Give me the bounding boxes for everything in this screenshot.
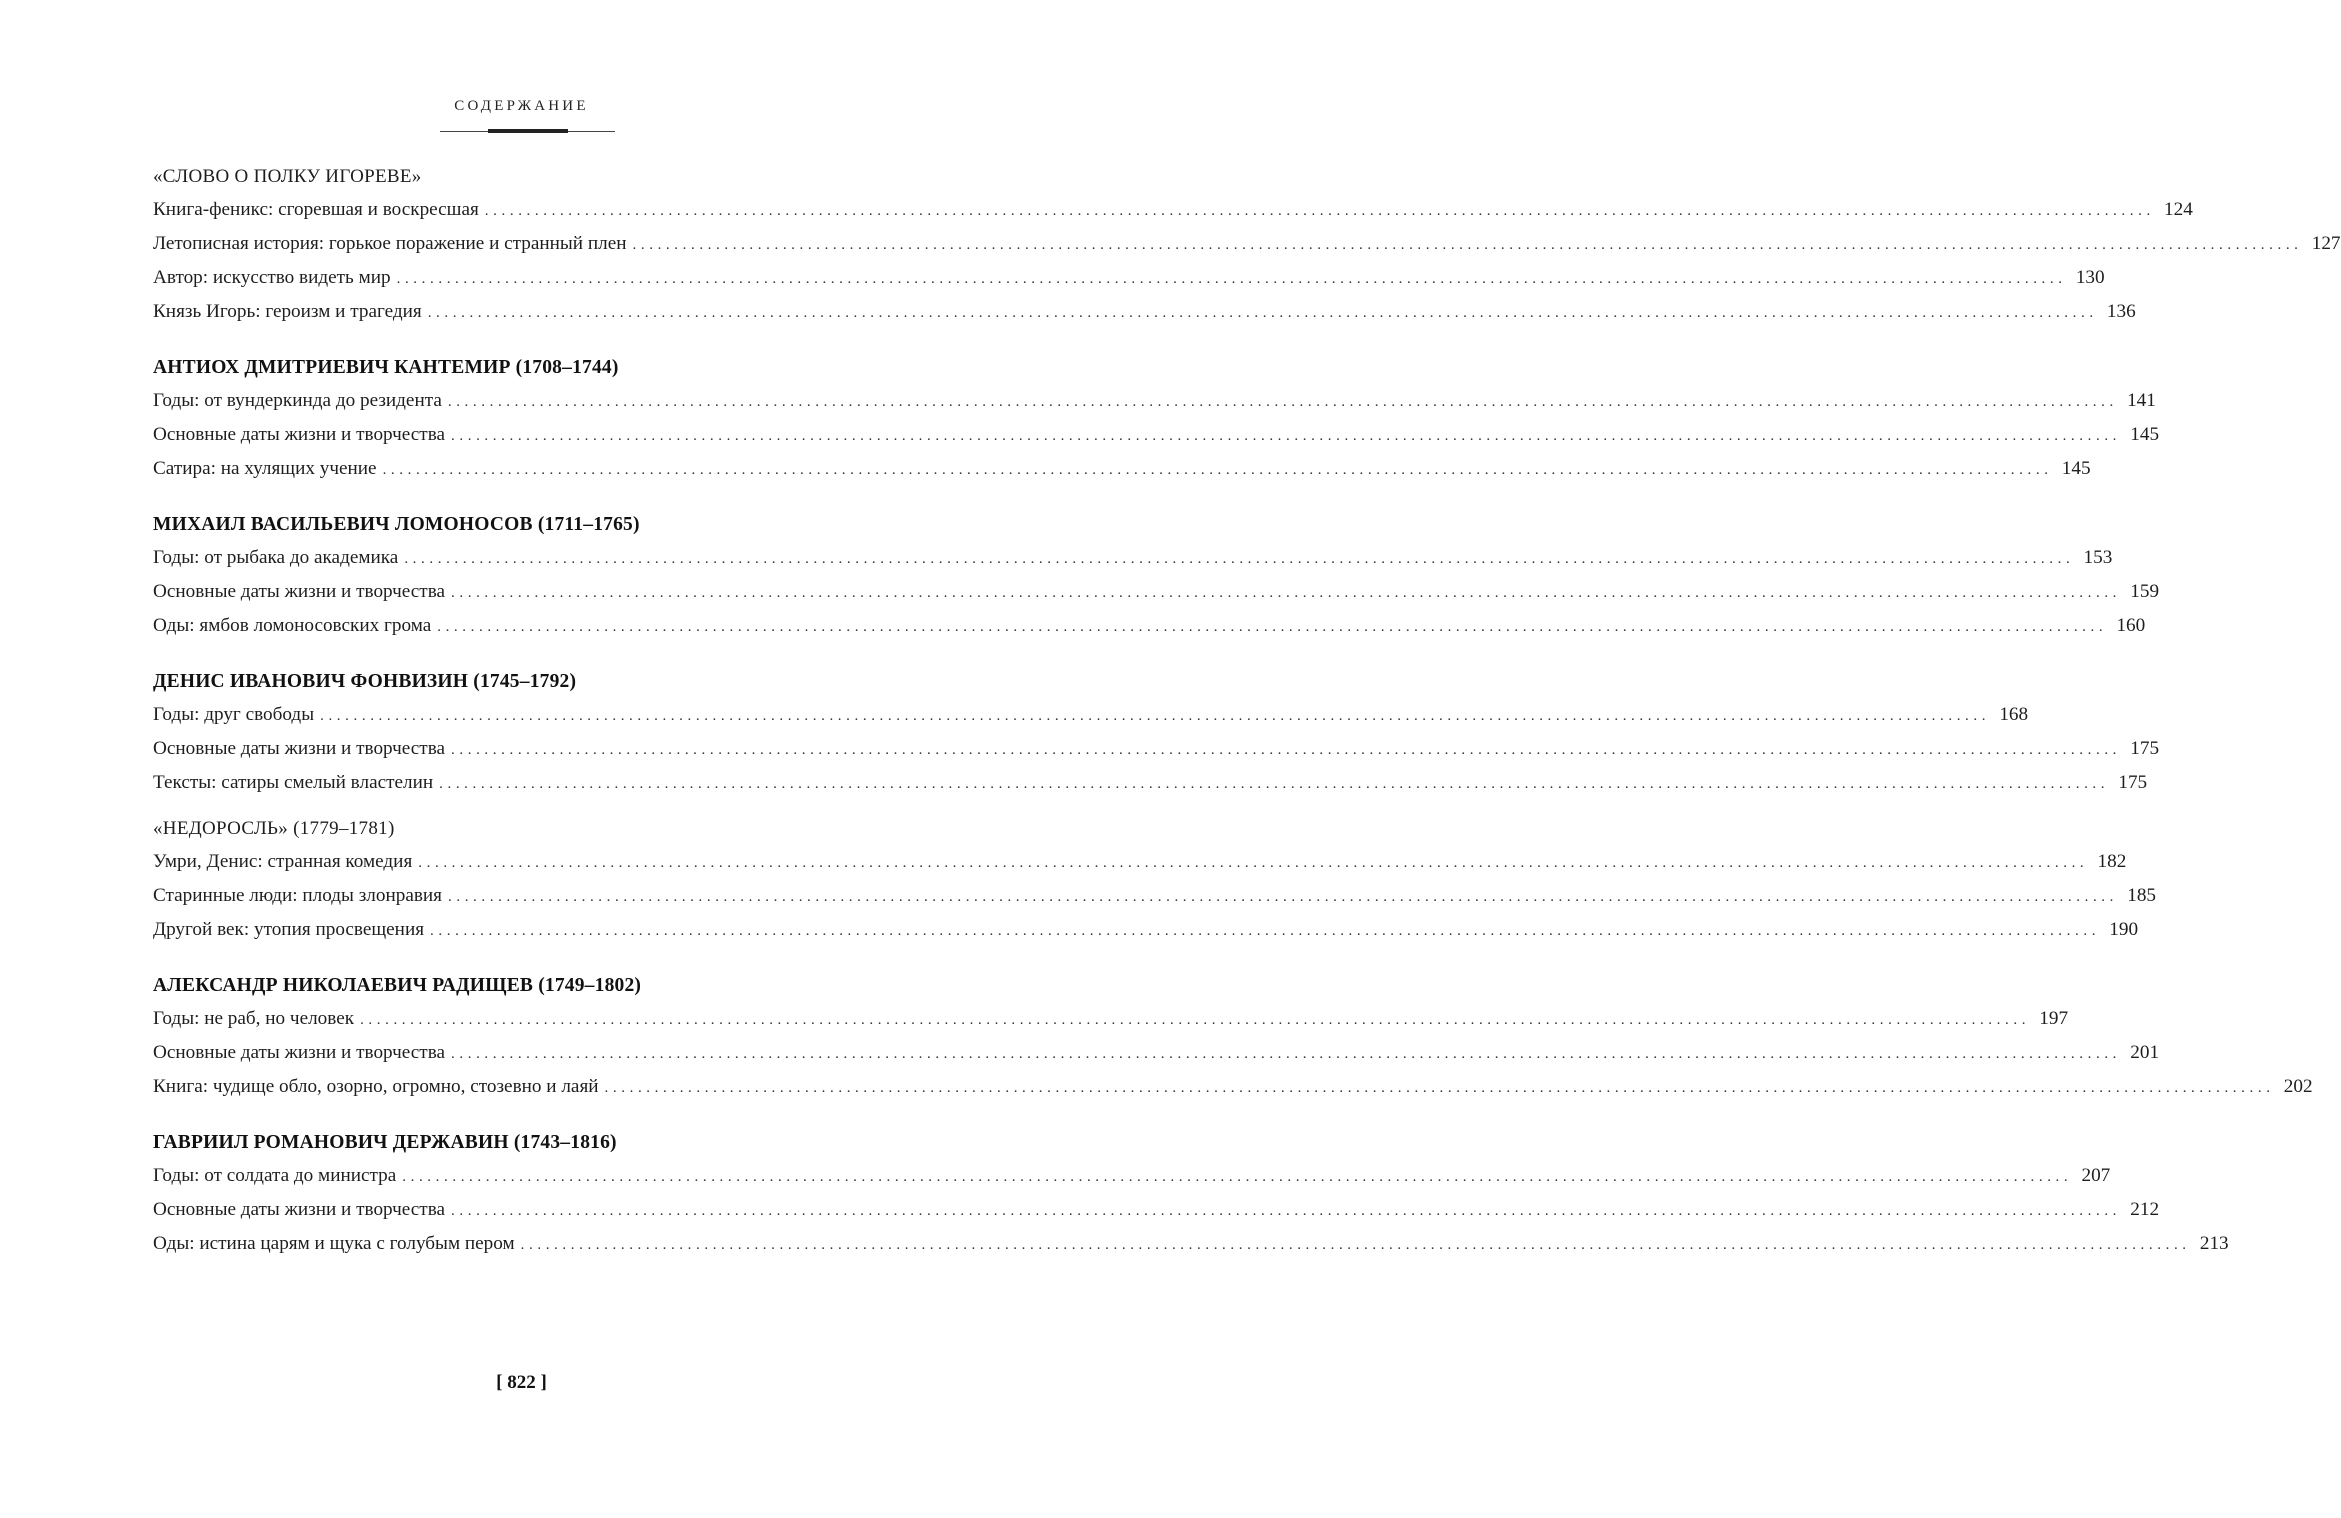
- section-heading-title: АЛЕКСАНДР НИКОЛАЕВИЧ РАДИЩЕВ: [153, 975, 534, 996]
- toc-entry-page-number: 160: [2116, 615, 2146, 636]
- dot-leader: ........................................................................................................................................................................................................: [451, 742, 2122, 758]
- toc-entry-page-number: 136: [2106, 301, 2136, 322]
- dot-leader: ........................................................................................................................................................................................................: [447, 394, 2118, 410]
- section-heading: [153, 665, 890, 698]
- toc-entry-title: Книга: чудище обло, озорно, огромно, стозевно и лаяй: [153, 1076, 599, 1097]
- dot-leader: ........................................................................................................................................................................................................: [520, 1237, 2191, 1253]
- dot-leader: ........................................................................................................................................................................................................: [382, 462, 2053, 478]
- dot-leader: ........................................................................................................................................................................................................: [439, 776, 2110, 792]
- section-heading-title: «НЕДОРОСЛЬ»: [153, 818, 289, 839]
- dot-leader: ........................................................................................................................................................................................................: [404, 551, 2075, 567]
- section-heading-years: (1779–1781): [293, 818, 395, 839]
- toc-entry[interactable]: [153, 1036, 2160, 1070]
- toc-entry-title: Годы: от солдата до министра: [153, 1165, 397, 1186]
- section-heading-years: (1711–1765): [537, 514, 640, 535]
- toc-entry-page-number: 201: [2130, 1042, 2160, 1063]
- toc-section: [153, 665, 2160, 800]
- toc-entry-title: Оды: ямбов ломоносовских грома: [153, 615, 432, 636]
- running-head: [153, 98, 890, 115]
- toc-entry-title: Годы: не раб, но человек: [153, 1008, 355, 1029]
- toc-entry-title: Умри, Денис: странная комедия: [153, 851, 413, 872]
- section-heading-title: ГАВРИИЛ РОМАНОВИЧ ДЕРЖАВИН: [153, 1132, 509, 1153]
- toc-entry-page-number: 213: [2199, 1233, 2229, 1254]
- section-heading: [153, 351, 890, 384]
- toc-entry-title: Старинные люди: плоды злонравия: [153, 885, 442, 906]
- toc-entry[interactable]: [153, 1159, 2111, 1193]
- section-heading-years: (1745–1792): [473, 671, 577, 692]
- toc-entry-title: Основные даты жизни и творчества: [153, 1199, 446, 1220]
- section-heading-title: «СЛОВО О ПОЛКУ ИГОРЕВЕ»: [153, 166, 422, 187]
- toc-entry[interactable]: [153, 193, 2193, 227]
- section-heading-title: АНТИОХ ДМИТРИЕВИЧ КАНТЕМИР: [153, 357, 511, 378]
- toc-entry[interactable]: [153, 879, 2156, 913]
- toc-entry-title: Князь Игорь: героизм и трагедия: [153, 301, 422, 322]
- toc-entry-page-number: 141: [2127, 390, 2156, 411]
- section-heading-years: (1743–1816): [513, 1132, 617, 1153]
- toc-entry[interactable]: [153, 452, 2091, 486]
- toc-entry[interactable]: [153, 845, 2127, 879]
- toc-entry[interactable]: [153, 384, 2156, 418]
- toc-entry-title: Основные даты жизни и творчества: [153, 738, 446, 759]
- section-heading: [153, 508, 890, 541]
- section-heading-title: ДЕНИС ИВАНОВИЧ ФОНВИЗИН: [153, 671, 469, 692]
- toc-entry-page-number: 212: [2130, 1199, 2160, 1220]
- toc-entry-page-number: 207: [2081, 1165, 2111, 1186]
- dot-leader: ........................................................................................................................................................................................................: [320, 708, 1991, 724]
- dot-leader: ........................................................................................................................................................................................................: [451, 1046, 2122, 1062]
- dot-leader: ........................................................................................................................................................................................................: [604, 1080, 2275, 1096]
- toc-entry-title: Сатира: на хулящих учение: [153, 458, 377, 479]
- dot-leader: ........................................................................................................................................................................................................: [402, 1169, 2073, 1185]
- toc-entry-title: Летописная история: горькое поражение и странный плен: [153, 233, 627, 254]
- toc-entry-page-number: 127: [2311, 233, 2341, 254]
- toc-entry-title: Оды: истина царям и щука с голубым пером: [153, 1233, 515, 1254]
- toc-entry-title: Годы: от вундеркинда до резидента: [153, 390, 442, 411]
- toc-entry-page-number: 175: [2130, 738, 2160, 759]
- toc-entry-title: Основные даты жизни и творчества: [153, 581, 446, 602]
- section-heading-years: (1708–1744): [515, 357, 619, 378]
- toc-entry-title: Книга-феникс: сгоревшая и воскресшая: [153, 199, 479, 220]
- toc-entry-page-number: 159: [2130, 581, 2160, 602]
- book-page: [153, 0, 2341, 1518]
- toc-entry-page-number: 197: [2039, 1008, 2069, 1029]
- toc-entry-page-number: 175: [2118, 772, 2148, 793]
- toc-entry[interactable]: [153, 541, 2113, 575]
- toc-entry-page-number: 145: [2061, 458, 2091, 479]
- toc-entry[interactable]: [153, 1070, 2313, 1104]
- dot-leader: ........................................................................................................................................................................................................: [427, 305, 2098, 321]
- toc-entry[interactable]: [153, 418, 2160, 452]
- section-heading-years: (1749–1802): [538, 975, 642, 996]
- toc-entry-title: Тексты: сатиры смелый властелин: [153, 772, 434, 793]
- toc-entry-page-number: 185: [2127, 885, 2156, 906]
- page-number: [ 822 ]: [496, 1372, 547, 1393]
- toc-entry-page-number: 153: [2083, 547, 2113, 568]
- toc-entry-title: Основные даты жизни и творчества: [153, 424, 446, 445]
- toc-entry-page-number: 168: [1999, 704, 2029, 725]
- toc-entry-title: Основные даты жизни и творчества: [153, 1042, 446, 1063]
- toc-entry-page-number: 145: [2130, 424, 2160, 445]
- dot-leader: ........................................................................................................................................................................................................: [418, 855, 2089, 871]
- toc-entry[interactable]: [153, 227, 2341, 261]
- running-head-title: СОДЕРЖАНИЕ: [454, 98, 589, 114]
- toc-entry-page-number: 124: [2164, 199, 2193, 220]
- toc-entry[interactable]: [153, 261, 2105, 295]
- section-heading: [153, 1126, 890, 1159]
- table-of-contents: [153, 160, 2341, 1261]
- toc-entry-title: Автор: искусство видеть мир: [153, 267, 391, 288]
- toc-entry[interactable]: [153, 1227, 2229, 1261]
- toc-entry[interactable]: [153, 609, 2146, 643]
- toc-entry-page-number: 202: [2283, 1076, 2313, 1097]
- toc-entry-page-number: 130: [2075, 267, 2105, 288]
- toc-section: [153, 160, 2341, 329]
- toc-entry[interactable]: [153, 1193, 2160, 1227]
- toc-entry-page-number: 190: [2109, 919, 2139, 940]
- toc-entry[interactable]: [153, 766, 2148, 800]
- section-heading: [153, 969, 890, 1002]
- toc-entry-title: Другой век: утопия просвещения: [153, 919, 425, 940]
- dot-leader: ........................................................................................................................................................................................................: [396, 271, 2067, 287]
- section-heading-title: МИХАИЛ ВАСИЛЬЕВИЧ ЛОМОНОСОВ: [153, 514, 533, 535]
- toc-section: [153, 1126, 2229, 1261]
- toc-entry[interactable]: [153, 698, 2029, 732]
- section-heading: [153, 160, 890, 193]
- toc-section: [153, 351, 2160, 486]
- dot-leader: ........................................................................................................................................................................................................: [451, 428, 2122, 444]
- section-heading: [153, 812, 890, 845]
- dot-leader: ........................................................................................................................................................................................................: [451, 585, 2122, 601]
- toc-entry[interactable]: [153, 575, 2160, 609]
- toc-entry[interactable]: [153, 1002, 2069, 1036]
- toc-entry[interactable]: [153, 913, 2139, 947]
- dot-leader: ........................................................................................................................................................................................................: [430, 923, 2101, 939]
- dot-leader: ........................................................................................................................................................................................................: [437, 619, 2108, 635]
- toc-entry-title: Годы: друг свободы: [153, 704, 315, 725]
- dot-leader: ........................................................................................................................................................................................................: [451, 1203, 2122, 1219]
- toc-section: [153, 969, 2313, 1104]
- toc-entry[interactable]: [153, 732, 2160, 766]
- dot-leader: ........................................................................................................................................................................................................: [360, 1012, 2031, 1028]
- toc-entry[interactable]: [153, 295, 2136, 329]
- dot-leader: ........................................................................................................................................................................................................: [448, 889, 2118, 905]
- toc-section: [153, 508, 2160, 643]
- dot-leader: ........................................................................................................................................................................................................: [632, 237, 2303, 253]
- toc-entry-page-number: 182: [2097, 851, 2127, 872]
- dot-leader: ........................................................................................................................................................................................................: [484, 203, 2155, 219]
- toc-entry-title: Годы: от рыбака до академика: [153, 547, 399, 568]
- toc-section: [153, 812, 2156, 947]
- running-head-rule-bar: [488, 129, 568, 133]
